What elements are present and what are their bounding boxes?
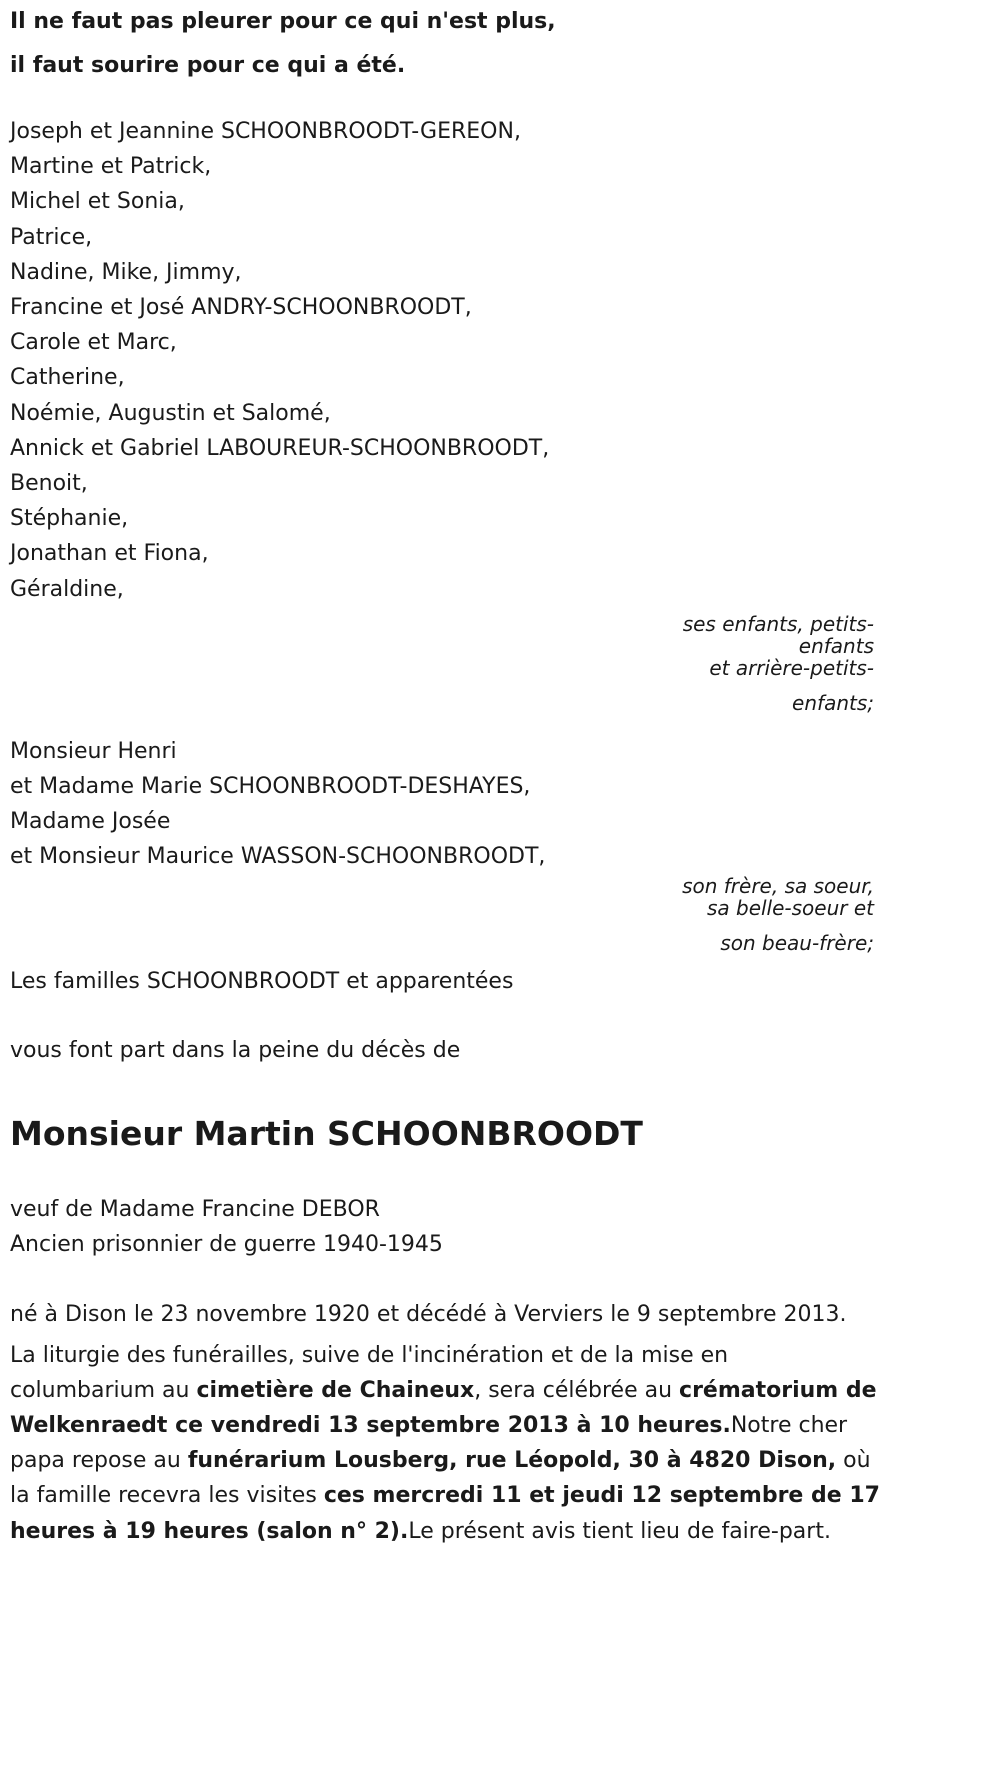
family-member: Géraldine, [10, 576, 124, 602]
family-member: Madame Josée [10, 809, 171, 835]
family-member: Noémie, Augustin et Salomé, [10, 400, 331, 426]
family-member: Annick et Gabriel LABOUREUR-SCHOONBROODT, [10, 435, 550, 461]
relation-line: sa belle-soeur et [706, 895, 874, 920]
epigraph-line: Il ne faut pas pleurer pour ce qui n'est plus, [10, 9, 556, 34]
family-member: Joseph et Jeannine SCHOONBROODT-GEREON, [10, 119, 521, 144]
epigraph-line: il faut sourire pour ce qui a été. [10, 53, 406, 78]
deceased-name: Monsieur Martin SCHOONBROODT [10, 1113, 643, 1153]
children-list [10, 114, 880, 607]
families-line: Les familles SCHOONBROODT et apparentées [10, 968, 514, 994]
family-member: et Madame Marie SCHOONBROODT-DESHAYES, [10, 774, 531, 800]
widow-of: veuf de Madame Francine DEBOR [10, 1196, 380, 1222]
relation-line: son beau-frère; [720, 930, 874, 955]
family-member: Francine et José ANDRY-SCHOONBROODT, [10, 295, 472, 321]
siblings-relation [10, 875, 880, 954]
funeral-highlight: cimetière de Chaineux [196, 1377, 475, 1403]
funeral-text: Le présent avis tient lieu de faire-part. [408, 1518, 831, 1544]
funeral-text: La liturgie des funérailles, suive de l'incinération et de la mise en columbarium au [10, 1342, 729, 1403]
relation-line: enfants [798, 633, 874, 658]
family-member: Jonathan et Fiona, [10, 541, 209, 567]
siblings-list [10, 734, 880, 875]
family-member: Monsieur Henri [10, 738, 177, 764]
relation-line: et arrière-petits- [709, 655, 874, 680]
children-relation [10, 613, 880, 714]
family-member: Nadine, Mike, Jimmy, [10, 259, 242, 285]
epigraph [10, 0, 880, 88]
birth-death-info: né à Dison le 23 novembre 1920 et décédé à Verviers le 9 septembre 2013. [10, 1301, 847, 1327]
relation-line: ses enfants, petits- [682, 611, 874, 636]
family-member: Catherine, [10, 365, 125, 391]
obituary-notice [10, 0, 880, 1549]
funeral-details [10, 1338, 880, 1549]
deceased-title: Ancien prisonnier de guerre 1940-1945 [10, 1231, 443, 1257]
funeral-highlight: ces mercredi 11 et jeudi 12 septembre de 17 heures à 19 heures (salon n° 2). [10, 1483, 880, 1544]
family-member: Patrice, [10, 224, 93, 250]
relation-line: son frère, sa soeur, [682, 873, 874, 898]
funeral-highlight: funérarium Lousberg, rue Léopold, 30 à 4820 Dison, [187, 1448, 837, 1474]
family-member: Benoit, [10, 471, 88, 497]
relation-line: enfants; [792, 690, 874, 715]
announcement-line: vous font part dans la peine du décès de [10, 1037, 461, 1063]
family-member: et Monsieur Maurice WASSON-SCHOONBROODT, [10, 844, 546, 870]
funeral-text: , sera célébrée au [474, 1377, 680, 1403]
funeral-text: Notre cher papa repose au [10, 1413, 848, 1474]
family-member: Stéphanie, [10, 506, 129, 532]
family-member: Michel et Sonia, [10, 189, 185, 215]
family-member: Martine et Patrick, [10, 154, 212, 180]
funeral-text: où la famille recevra les visites [10, 1448, 871, 1509]
family-member: Carole et Marc, [10, 330, 177, 356]
funeral-highlight: crématorium de Welkenraedt ce vendredi 13 septembre 2013 à 10 heures. [10, 1377, 877, 1439]
